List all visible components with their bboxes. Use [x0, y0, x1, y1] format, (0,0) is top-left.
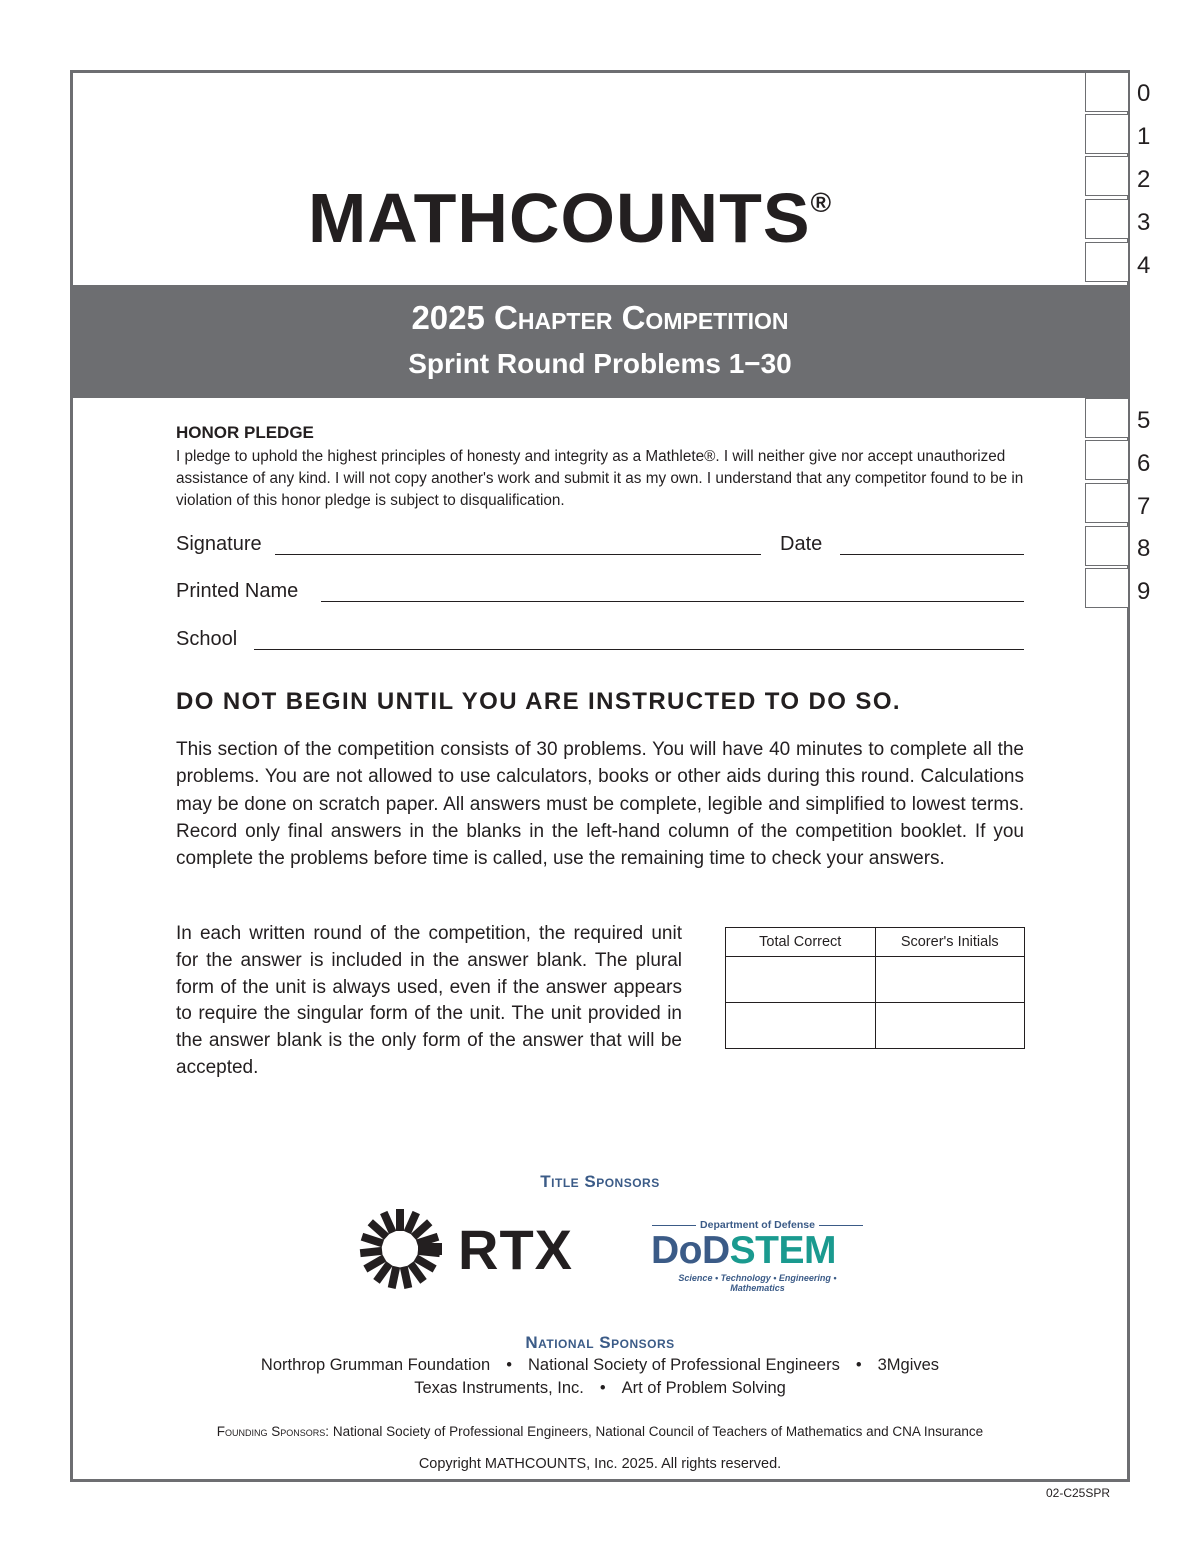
mathcounts-logo: MATHCOUNTS® — [308, 179, 833, 257]
tab-box — [1085, 199, 1129, 239]
instructions-paragraph: This section of the competition consists of 30 problems. You will have 40 minutes to complete all the problems. You are not allowed to use calculators, books or other aids during this round. Calculations may be done on scratch paper. All answers must be complete, legible and simplified to lowest terms. Record only final answers in the blanks in the left-hand column of the competition booklet. If you complete the problems before time is called, use the remaining time to check your answers. — [176, 739, 1024, 870]
honor-pledge-heading: HONOR PLEDGE — [176, 423, 314, 442]
tab-box — [1085, 440, 1129, 480]
total-correct-cell[interactable] — [726, 1003, 876, 1049]
printed-name-label: Printed Name — [176, 580, 299, 602]
tab-number: 0 — [1137, 80, 1151, 107]
national-sponsors-heading: National Sponsors — [525, 1333, 675, 1352]
do-not-begin-warning: DO NOT BEGIN UNTIL YOU ARE INSTRUCTED TO DO SO. — [176, 688, 901, 715]
units-paragraph: In each written round of the competition, the required unit for the answer is included in the answer blank. The plural form of the unit is always used, even if the answer appears to require the singular form of the unit. The unit provided in the answer blank is the only form of the answer that will be accepted. — [176, 923, 682, 1078]
tab-number: 7 — [1137, 493, 1151, 520]
founding-sponsors: Founding Sponsors: National Society of Professional Engineers, National Council of Teachers of Mathematics and CNA Insurance — [216, 1424, 984, 1439]
dod-department-label: Department of Defense — [652, 1219, 863, 1231]
honor-pledge-text: I pledge to uphold the highest principles of honesty and integrity as a Mathlete®. I will neither give nor accept unauthorized assistance of any kind. I will not copy another's work and submit it as my own. I understand that any competitor found to be in violation of this honor pledge is subject to disqualification. — [176, 448, 1024, 509]
date-label: Date — [780, 533, 823, 555]
tab-box — [1085, 242, 1129, 282]
signature-line[interactable] — [275, 554, 761, 555]
tab-box — [1085, 526, 1129, 566]
tab-box — [1085, 568, 1129, 608]
scorer-initials-cell[interactable] — [875, 1003, 1025, 1049]
tab-number: 5 — [1137, 407, 1151, 434]
tab-number: 6 — [1137, 450, 1151, 477]
scorer-initials-cell[interactable] — [875, 957, 1025, 1003]
tab-number: 8 — [1137, 535, 1151, 562]
date-line[interactable] — [840, 554, 1024, 555]
signature-label: Signature — [176, 533, 262, 555]
dodstem-wordmark: DoDSTEM — [651, 1229, 836, 1272]
tab-number: 2 — [1137, 166, 1151, 193]
tab-box — [1085, 156, 1129, 196]
tab-box — [1085, 483, 1129, 523]
round-subtitle: Sprint Round Problems 1−30 — [408, 348, 792, 379]
copyright: Copyright MATHCOUNTS, Inc. 2025. All rights reserved. — [418, 1456, 782, 1472]
tab-number: 4 — [1137, 252, 1151, 279]
tab-number: 9 — [1137, 578, 1151, 605]
school-label: School — [176, 628, 238, 650]
tab-box — [1085, 398, 1129, 438]
tab-number: 1 — [1137, 123, 1151, 150]
rtx-logo-text: RTX — [458, 1218, 573, 1281]
scorer-initials-header: Scorer's Initials — [875, 928, 1025, 957]
score-table — [725, 927, 1025, 1049]
tab-box — [1085, 114, 1129, 154]
national-sponsors-line-1: Northrop Grumman Foundation • National Society of Professional Engineers • 3Mgives — [260, 1356, 940, 1374]
document-code: 02-C25SPR — [1046, 1486, 1111, 1500]
tab-box — [1085, 72, 1129, 112]
rtx-sunburst-icon — [356, 1208, 444, 1290]
tab-number: 3 — [1137, 209, 1151, 236]
title-banner — [72, 285, 1128, 398]
national-sponsors-line-2: Texas Instruments, Inc. • Art of Problem Solving — [414, 1379, 786, 1397]
competition-title: 2025 Chapter Competition — [411, 299, 789, 336]
title-sponsors-heading: Title Sponsors — [540, 1172, 660, 1191]
total-correct-header: Total Correct — [726, 928, 876, 957]
printed-name-line[interactable] — [321, 601, 1024, 602]
total-correct-cell[interactable] — [726, 957, 876, 1003]
dodstem-tagline: Science • Technology • Engineering • Mathematics — [678, 1273, 837, 1293]
school-line[interactable] — [254, 649, 1024, 650]
